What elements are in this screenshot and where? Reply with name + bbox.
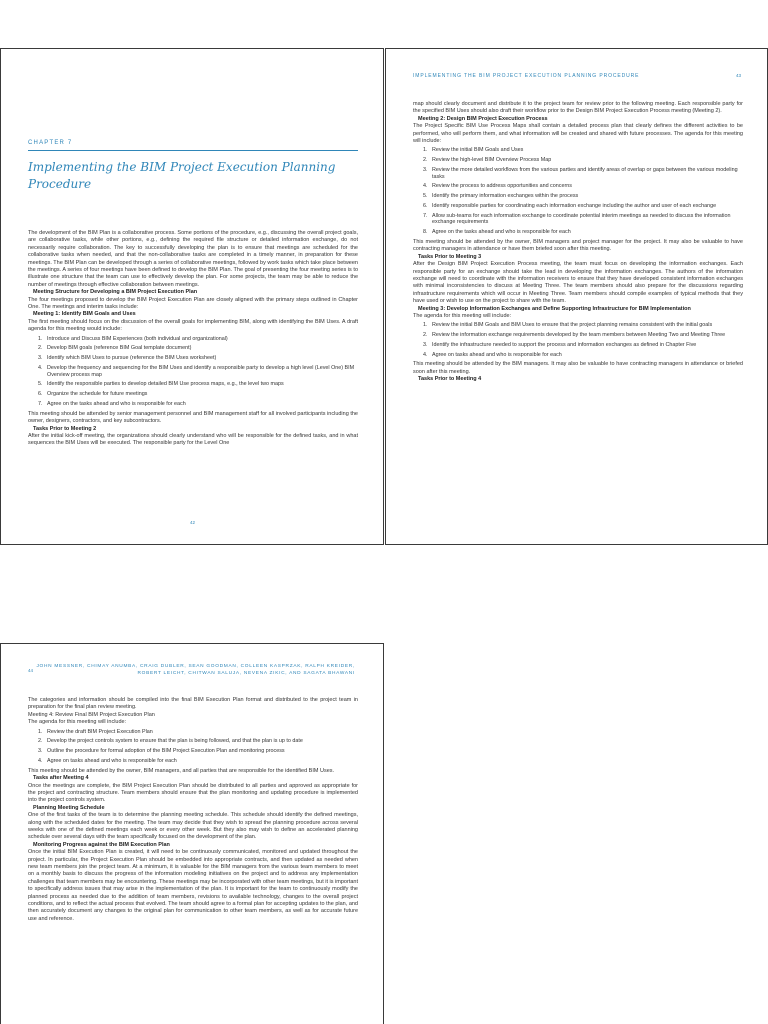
- document-page-42: [0, 48, 384, 545]
- running-head: IMPLEMENTING THE BIM PROJECT EXECUTION PLANNING PROCEDURE: [413, 73, 640, 79]
- list-item: 4. Develop the frequency and sequencing for the BIM Uses and identify a responsible party to develop a high level (Level One) BIM Overview process map: [44, 365, 358, 378]
- tasks-2-paragraph: After the initial kick-off meeting, the organizations should clearly understand who will be responsible for the defined tasks, and in what sequences the BIM Uses will be executed. The responsible party for the Level One: [28, 432, 358, 447]
- list-item: 3. Outline the procedure for formal adoption of the BIM Project Execution Plan and monitoring process: [44, 748, 358, 755]
- intro-paragraph: The categories and information should be compiled into the final BIM Execution Plan format and distributed to the project team in preparation for the final plan review meeting.: [28, 697, 358, 711]
- chapter-title: Implementing the BIM Project Execution Planning Procedure: [28, 160, 336, 191]
- meeting-1-attendance: This meeting should be attended by senior management personnel and BIM management staff for all involved participants including the owner, designers, contractors, and key subcontractors.: [28, 410, 358, 425]
- page-number: 44: [28, 668, 34, 673]
- running-head-line-1: JOHN MESSNER, CHIMAY ANUMBA, CRAIG DUBLER, SEAN GOODMAN, COLLEEN KASPRZAK, RALPH KREIDER,: [36, 664, 355, 669]
- intro-paragraph: The development of the BIM Plan is a collaborative process. Some portions of the procedure, e.g., discussing the overall project goals, are collaborative tasks, while other portions, e.g., defining the required file structure or detailed information exchange, do not necessarily require collaboration. The key to successfully developing the plan is to ensure that meetings are scheduled for the collaborative tasks when needed, and that the non-collaborative tasks are completed in a timely manner, in preparation for these meetings. The BIM Plan can be developed through a series of collaborative meetings, followed by work tasks which take place between the meetings. A series of four meetings have been defined to develop the BIM Plan. The goal of presenting the four meeting series is to illustrate one structure that the team can use to effectively develop the plan. For some projects, the team may be able to reduce the number of meetings through effective collaboration between meetings.: [28, 230, 358, 288]
- running-head-line-2: ROBERT LEICHT, CHITWAN SALUJA, NEVENA ZIKIC, AND SAGATA BHAWANI: [137, 671, 355, 676]
- running-head: [36, 663, 355, 677]
- page-number: 42: [190, 520, 196, 525]
- list-item: 6. Identify responsible parties for coordinating each information exchange including the author and user of each exchange: [429, 203, 743, 210]
- after-4-paragraph: Once the meetings are complete, the BIM Project Execution Plan should be distributed to all parties and approved as appropriate for the project and contracting structure. Team members should ensure that the plan monitoring and updating procedure is implemented into the project controls system.: [28, 782, 358, 804]
- heading-meeting-2: Meeting 2: Design BIM Project Execution Process: [418, 115, 548, 122]
- list-item: 5. Identify the responsible parties to develop detailed BIM Use process maps, e.g., the level two maps: [44, 381, 358, 388]
- heading-tasks-prior-meeting-4: Tasks Prior to Meeting 4: [418, 376, 482, 383]
- meeting-4-agenda: [28, 729, 358, 765]
- meeting-4-agenda-intro: The agenda for this meeting will include:: [28, 719, 127, 726]
- list-item: 1. Review the initial BIM Goals and Uses: [429, 147, 743, 154]
- meeting-3-agenda: [413, 322, 743, 358]
- structure-paragraph: The four meetings proposed to develop the BIM Project Execution Plan are closely aligned with the primary steps outlined in Chapter One. The meetings and interim tasks include:: [28, 296, 358, 311]
- meeting-3-paragraph: The agenda for this meeting will include:: [413, 312, 512, 319]
- list-item: 7. Agree on the tasks ahead and who is responsible for each: [44, 401, 358, 408]
- page-43-body: [413, 101, 743, 384]
- list-item: 3. Review the more detailed workflows from the various parties and identify areas of overlap or gaps between the various modeling tasks: [429, 167, 743, 180]
- heading-planning-meeting-schedule: Planning Meeting Schedule: [33, 804, 105, 811]
- meeting-4-title: Meeting 4: Review Final BIM Project Execution Plan: [28, 711, 155, 718]
- list-item: 1. Review the draft BIM Project Execution Plan: [44, 729, 358, 736]
- heading-meeting-structure: Meeting Structure for Developing a BIM Project Execution Plan: [33, 289, 198, 296]
- heading-monitoring-progress: Monitoring Progress against the BIM Execution Plan: [33, 841, 170, 848]
- list-item: 2. Review the high-level BIM Overview Process Map: [429, 157, 743, 164]
- chapter-divider: [28, 150, 358, 151]
- meeting-4-attendance: This meeting should be attended by the owner, BIM managers, and all parties that are responsible for the identified BIM Uses.: [28, 767, 335, 774]
- document-page-44: [0, 643, 384, 1024]
- schedule-paragraph: One of the first tasks of the team is to determine the planning meeting schedule. This schedule should identify the defined meetings, along with the scheduled dates for the meeting. The team may decide that they wish to spread the planning procedure across several weeks with one of the defined meetings each week or every other week. But they also may wish to define an accelerated planning schedule over several days with the team specifically focused on the development of the plan.: [28, 812, 358, 841]
- list-item: 2. Develop BIM goals (reference BIM Goal template document): [44, 345, 358, 352]
- list-item: 2. Review the information exchange requirements developed by the team members between Meeting Two and Meeting Three: [429, 332, 743, 339]
- chapter-label: CHAPTER 7: [28, 140, 73, 146]
- monitoring-paragraph: Once the initial BIM Execution Plan is created, it will need to be continuously communicated, monitored and updated throughout the project. In particular, the Project Execution Plan should be embedded into appropriate contracts, and then updated as needed when new team members join the project team. At a minimum, it is valuable for the BIM managers from the various team members to meet on a monthly basis to discuss the progress of the information modeling initiatives on the project and to address any implementation challenges that team members may be encountering. These meetings may be incorporated with other team meetings, but it is important to specifically address issues that may arise in the implementation of the plan. It is important for the team to continuously modify the planned process as needed due to the addition of team members, revisions to available technology, changes to the overall project conditions, and to reflect the actual process that evolved. The team should agree to a formal plan for accepting updates to the plan, and then accurately document any changes to the original plan for communication to other team members, as well as for accurate future use and reference.: [28, 849, 358, 922]
- heading-tasks-prior-meeting-2: Tasks Prior to Meeting 2: [33, 425, 97, 432]
- heading-meeting-3: Meeting 3: Develop Information Exchanges and Define Supporting Infrastructure for BIM Implementation: [418, 305, 691, 312]
- meeting-1-agenda: [28, 336, 358, 408]
- list-item: 6. Organize the schedule for future meetings: [44, 391, 358, 398]
- list-item: 5. Identify the primary information exchanges within the process: [429, 193, 743, 200]
- meeting-2-attendance: This meeting should be attended by the owner, BIM managers and project manager for the project. It may also be valuable to have contracting managers in attendance or have them briefed soon after this meeting.: [413, 238, 743, 253]
- list-item: 7. Allow sub-teams for each information exchange to coordinate potential interim meetings as needed to discuss the information exchange requirements: [429, 213, 743, 226]
- heading-tasks-after-meeting-4: Tasks after Meeting 4: [33, 775, 89, 782]
- tasks-3-paragraph: After the Design BIM Project Execution Process meeting, the team must focus on developing the information exchanges. Each responsible party for an exchange should take the lead in developing the information exchanges. The authors of the information exchange will need to coordinate with the information receivers to ensure that they have developed consistent information exchanges with minimal inconsistencies to discuss at Meeting Three. The team members should also prepare for the discussions regarding infrastructure requirements which will occur in Meeting Three. Team members should compile examples of typical methods that they have used or wish to use on the project to share with the team.: [413, 261, 743, 305]
- list-item: 1. Introduce and Discuss BIM Experiences (both individual and organizational): [44, 336, 358, 343]
- list-item: 8. Agree on the tasks ahead and who is responsible for each: [429, 229, 743, 236]
- meeting-2-agenda: [413, 147, 743, 235]
- page-44-body: [28, 697, 358, 923]
- list-item: 4. Review the process to address opportunities and concerns: [429, 183, 743, 190]
- meeting-3-attendance: This meeting should be attended by the BIM managers. It may also be valuable to have contracting managers in attendance or briefed soon after this meeting.: [413, 361, 743, 375]
- meeting-1-paragraph: The first meeting should focus on the discussion of the overall goals for implementing BIM, along with identifying the BIM Uses. A draft agenda for this meeting would include:: [28, 318, 358, 333]
- list-item: 1. Review the initial BIM Goals and BIM Uses to ensure that the project planning remains consistent with the initial goals: [429, 322, 743, 329]
- list-item: 4. Agree on tasks ahead and who is responsible for each: [429, 352, 743, 359]
- heading-tasks-prior-meeting-3: Tasks Prior to Meeting 3: [418, 253, 482, 260]
- list-item: 3. Identify which BIM Uses to pursue (reference the BIM Uses worksheet): [44, 355, 358, 362]
- list-item: 4. Agree on tasks ahead and who is responsible for each: [44, 758, 358, 765]
- page-number: 43: [736, 73, 742, 78]
- continuation-paragraph: map should clearly document and distribute it to the project team for review prior to the following meeting. Each responsible party for the specified BIM Uses should also draft their workflow prior to the Design BIM Project Execution Process meeting (Meeting 2).: [413, 101, 743, 115]
- page-42-body: [28, 230, 358, 448]
- list-item: 2. Develop the project controls system to ensure that the plan is being followed, and that the plan is up to date: [44, 738, 358, 745]
- document-page-43: [385, 48, 768, 545]
- list-item: 3. Identify the infrastructure needed to support the process and information exchanges as defined in Chapter Five: [429, 342, 743, 349]
- heading-meeting-1: Meeting 1: Identify BIM Goals and Uses: [33, 311, 136, 318]
- meeting-2-paragraph: The Project Specific BIM Use Process Maps shall contain a detailed process plan that clearly defines the different activities to be performed, who will perform them, and what information will be created and shared with future processes. The agenda for this meeting will include:: [413, 123, 743, 145]
